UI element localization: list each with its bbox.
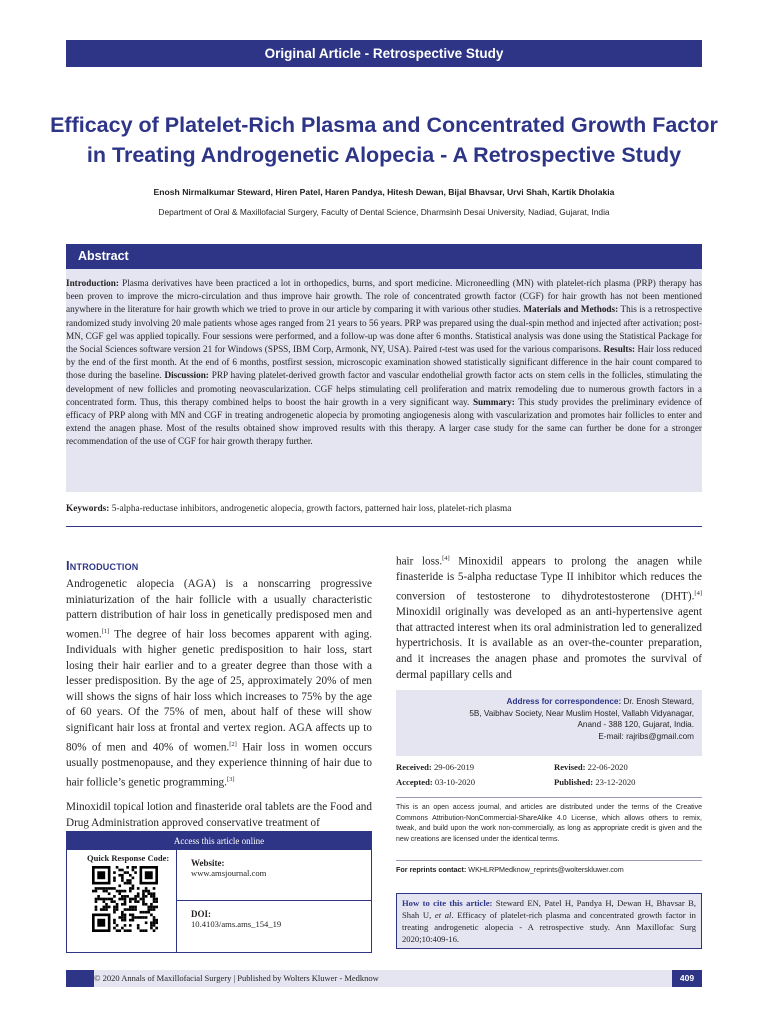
left-column: [66, 558, 372, 831]
article-title: [50, 110, 718, 170]
right-text-b: Minoxidil appears to prolong the anagen while finasteride is 5-alpha reductase Type II inhibitor which reduces the conversion of testosterone to dihydrotestosterone (DHT).: [396, 555, 702, 603]
qr-label: Quick Response Code:: [87, 853, 170, 863]
intro-p1-a: Androgenetic alopecia (AGA) is a nonscarring progressive miniaturization of the hair follicle with a usually characteristic pattern distribution of hair loss in genetically predisposed men and women.: [66, 578, 372, 641]
website-link[interactable]: www.amsjournal.com: [191, 868, 267, 878]
intro-p1-c: Hair loss in women occurs usually postmenopause, and they experience thinning of hair due to hair follicle’s genetic programming.: [66, 741, 372, 789]
title-line-1: Efficacy of Platelet-Rich Plasma and Concentrated Growth Factor: [50, 113, 718, 137]
page-footer: [66, 970, 702, 987]
affiliation: Department of Oral & Maxillofacial Surgery, Faculty of Dental Science, Dharmsinh Desai University, Nadiad, Gujarat, India: [158, 207, 610, 217]
keywords-text: 5-alpha-reductase inhibitors, androgenetic alopecia, growth factors, patterned hair loss, platelet-rich plasma: [109, 504, 512, 514]
abstract-methods-label: Materials and Methods:: [523, 304, 619, 315]
ref-1: [1]: [101, 627, 110, 635]
author-list: Enosh Nirmalkumar Steward, Hiren Patel, Haren Pandya, Hitesh Dewan, Bijal Bhavsar, Urvi Shah, Kartik Dholakia: [153, 187, 615, 197]
abstract-methods-text-a: This is a retrospective randomized study involving 20 male patients whose ages ranged from 21 years to 56 years. PRP was prepared using the dual-spin method and injected after activation; post-MN, CGF gel was applied topically. Four sessions were performed, and a follow-up was done after 6 months. Statistical analysis was done using the Statistical Package for the Social Sciences software version 21 for Windows (SPSS, IBM Corp, Armonk, NY, USA). Paired: [66, 304, 702, 355]
abstract-heading: Abstract: [66, 244, 702, 269]
abstract-intro-label: Introduction:: [66, 278, 119, 288]
website-cell: [177, 850, 371, 901]
right-text-c: Minoxidil originally was developed as an anti-hypertensive agent that attracted interest when its oral administration led to generalized hypertrichosis. It is available as an over-the-counter preparation, and it increases the anagen phase and promotes the survival of dermal papillary cells and: [396, 606, 702, 681]
introduction-heading: Introduction: [66, 558, 139, 573]
correspondence-line-2: Anand - 388 120, Gujarat, India.: [577, 720, 694, 730]
published-date: 23-12-2020: [595, 777, 636, 787]
ref-4b: [4]: [694, 589, 702, 597]
qr-cell: [67, 850, 177, 952]
website-label: Website:: [191, 858, 225, 868]
reprints-label: For reprints contact:: [396, 865, 467, 874]
article-type-banner: Original Article - Retrospective Study: [66, 40, 702, 67]
reprints-contact: [396, 865, 702, 874]
abstract-discussion-label: Discussion:: [164, 370, 209, 381]
citation-text-a: Steward EN, Patel H, Pandya H, Dewan H, Bhavsar B, Shah U,: [402, 898, 696, 920]
revised-label: Revised:: [554, 762, 586, 772]
citation-etal: et al: [434, 910, 452, 920]
ref-4a: [4]: [442, 555, 450, 562]
ref-3: [3]: [226, 775, 235, 783]
citation-label: How to cite this article:: [402, 898, 493, 908]
doi-label: DOI:: [191, 909, 211, 919]
abstract-summary-text: This study provides the preliminary evidence of efficacy of PRP along with MN and CGF in treating androgenetic alopecia by promoting angiogenesis along with vascularization and promotes hair follicles to enter and extend the anagen phase. Most of the results obtained show improved results with this therapy. A larger case study for the same can further be done for a stronger recommendation of the use of CGF for hair growth therapy further.: [66, 396, 702, 447]
revised-date: 22-06-2020: [587, 762, 628, 772]
abstract-intro-text: Plasma derivatives have been practiced a lot in orthopedics, burns, and sport medicine. Microneedling (MN) with platelet-rich plasma (PRP) therapy has been proven to improve the micro-circulation and thus improve hair growth. The role of concentrated growth factor (CGF) for hair growth has not been mentioned anywhere in the literature for hair growth which we tried to prove in our article by comparing it with various other studies.: [66, 278, 702, 315]
intro-p1-b: The degree of hair loss becomes apparent with aging. Individuals with higher genetic predisposition to hair loss, start losing their hair earlier and to a greater degree than those with a lesser predisposition. By the age of 25, approximately 20% of men will shows the signs of hair loss which increases to 75% by the age of 60 years. Of the 75% of men, about half of these will show significant hair loss at frontal and vertex region. AGA affects up to 80% of men and 40% of women.: [66, 628, 372, 754]
access-heading: Access this article online: [67, 832, 371, 850]
correspondence-box: [396, 690, 702, 756]
introduction-paragraph-1: [66, 577, 372, 791]
dates-divider: [396, 797, 702, 798]
citation-box: [396, 893, 702, 949]
page-number: 409: [679, 973, 695, 983]
correspondence-line-1: 5B, Vaibhav Society, Near Muslim Hostel, Vallabh Vidyanagar,: [469, 708, 694, 718]
qr-code-icon[interactable]: [92, 866, 158, 932]
received-label: Received:: [396, 762, 432, 772]
correspondence-label: Address for correspondence:: [506, 697, 622, 706]
footer-copyright: © 2020 Annals of Maxillofacial Surgery | Published by Wolters Kluwer - Medknow: [94, 973, 379, 983]
correspondence-email[interactable]: E-mail: rajribs@gmail.com: [598, 731, 694, 741]
keywords: [66, 503, 702, 516]
license-divider: [396, 860, 702, 861]
citation-text-b: . Efficacy of platelet-rich plasma and concentrated growth factor in treating androgenetic alopecia - A retrospective study. Ann Maxillofac Surg 2020;10:409-16.: [402, 910, 696, 944]
doi-cell: [177, 901, 371, 952]
accepted-label: Accepted:: [396, 777, 433, 787]
abstract-text: [66, 269, 702, 449]
abstract-summary-label: Summary:: [472, 396, 515, 407]
correspondence-name: Dr. Enosh Steward,: [621, 697, 694, 706]
keywords-divider: [66, 526, 702, 527]
title-line-2: in Treating Androgenetic Alopecia - A Retrospective Study: [86, 143, 682, 167]
ref-2: [2]: [229, 740, 237, 748]
abstract-discussion-text: PRP having platelet-derived growth factor and vascular endothelial growth factor acts on stem cells in the follicles, stimulating the development of new follicles and promoting neovascularization. CGF helps stimulating cell proliferation and matrix remodeling due to numerous growth factors in a concentrated form. Thus, this therapy combined helps to boost the hair growth in a very significant way.: [66, 370, 702, 407]
reprints-email[interactable]: WKHLRPMedknow_reprints@wolterskluwer.com: [466, 865, 624, 874]
abstract-results-label: Results:: [603, 344, 636, 355]
right-text-a: hair loss.: [396, 555, 443, 568]
abstract-methods-text-b: -test was used for the various comparisons.: [441, 344, 604, 355]
right-column-paragraph: [396, 551, 702, 683]
license-text: This is an open access journal, and articles are distributed under the terms of the Creative Commons Attribution-NonCommercial-ShareAlike 4.0 License, which allows others to remix, tweak, and build upon the work non-commercially, as long as appropriate credit is given and the new creations are licensed under the identical terms.: [396, 804, 702, 843]
accepted-date: 03-10-2020: [434, 777, 476, 787]
abstract-results-text: Hair loss reduced by the end of the first month. At the end of 6 months, postfirst session, microscopic examination showed statistically significant difference in the hair count compared to those during the baseline.: [66, 344, 702, 381]
right-column: [396, 551, 702, 683]
received-date: 29-06-2019: [433, 762, 475, 772]
keywords-label: Keywords:: [66, 504, 110, 514]
abstract-methods-t: t: [439, 344, 442, 355]
doi-link[interactable]: 10.4103/ams.ams_154_19: [191, 919, 282, 929]
published-label: Published:: [554, 777, 594, 787]
abstract-box: [66, 244, 702, 492]
access-article-box: [66, 831, 372, 953]
introduction-paragraph-2: Minoxidil topical lotion and finasteride oral tablets are the Food and Drug Administration approved conservative treatment of: [66, 800, 372, 829]
